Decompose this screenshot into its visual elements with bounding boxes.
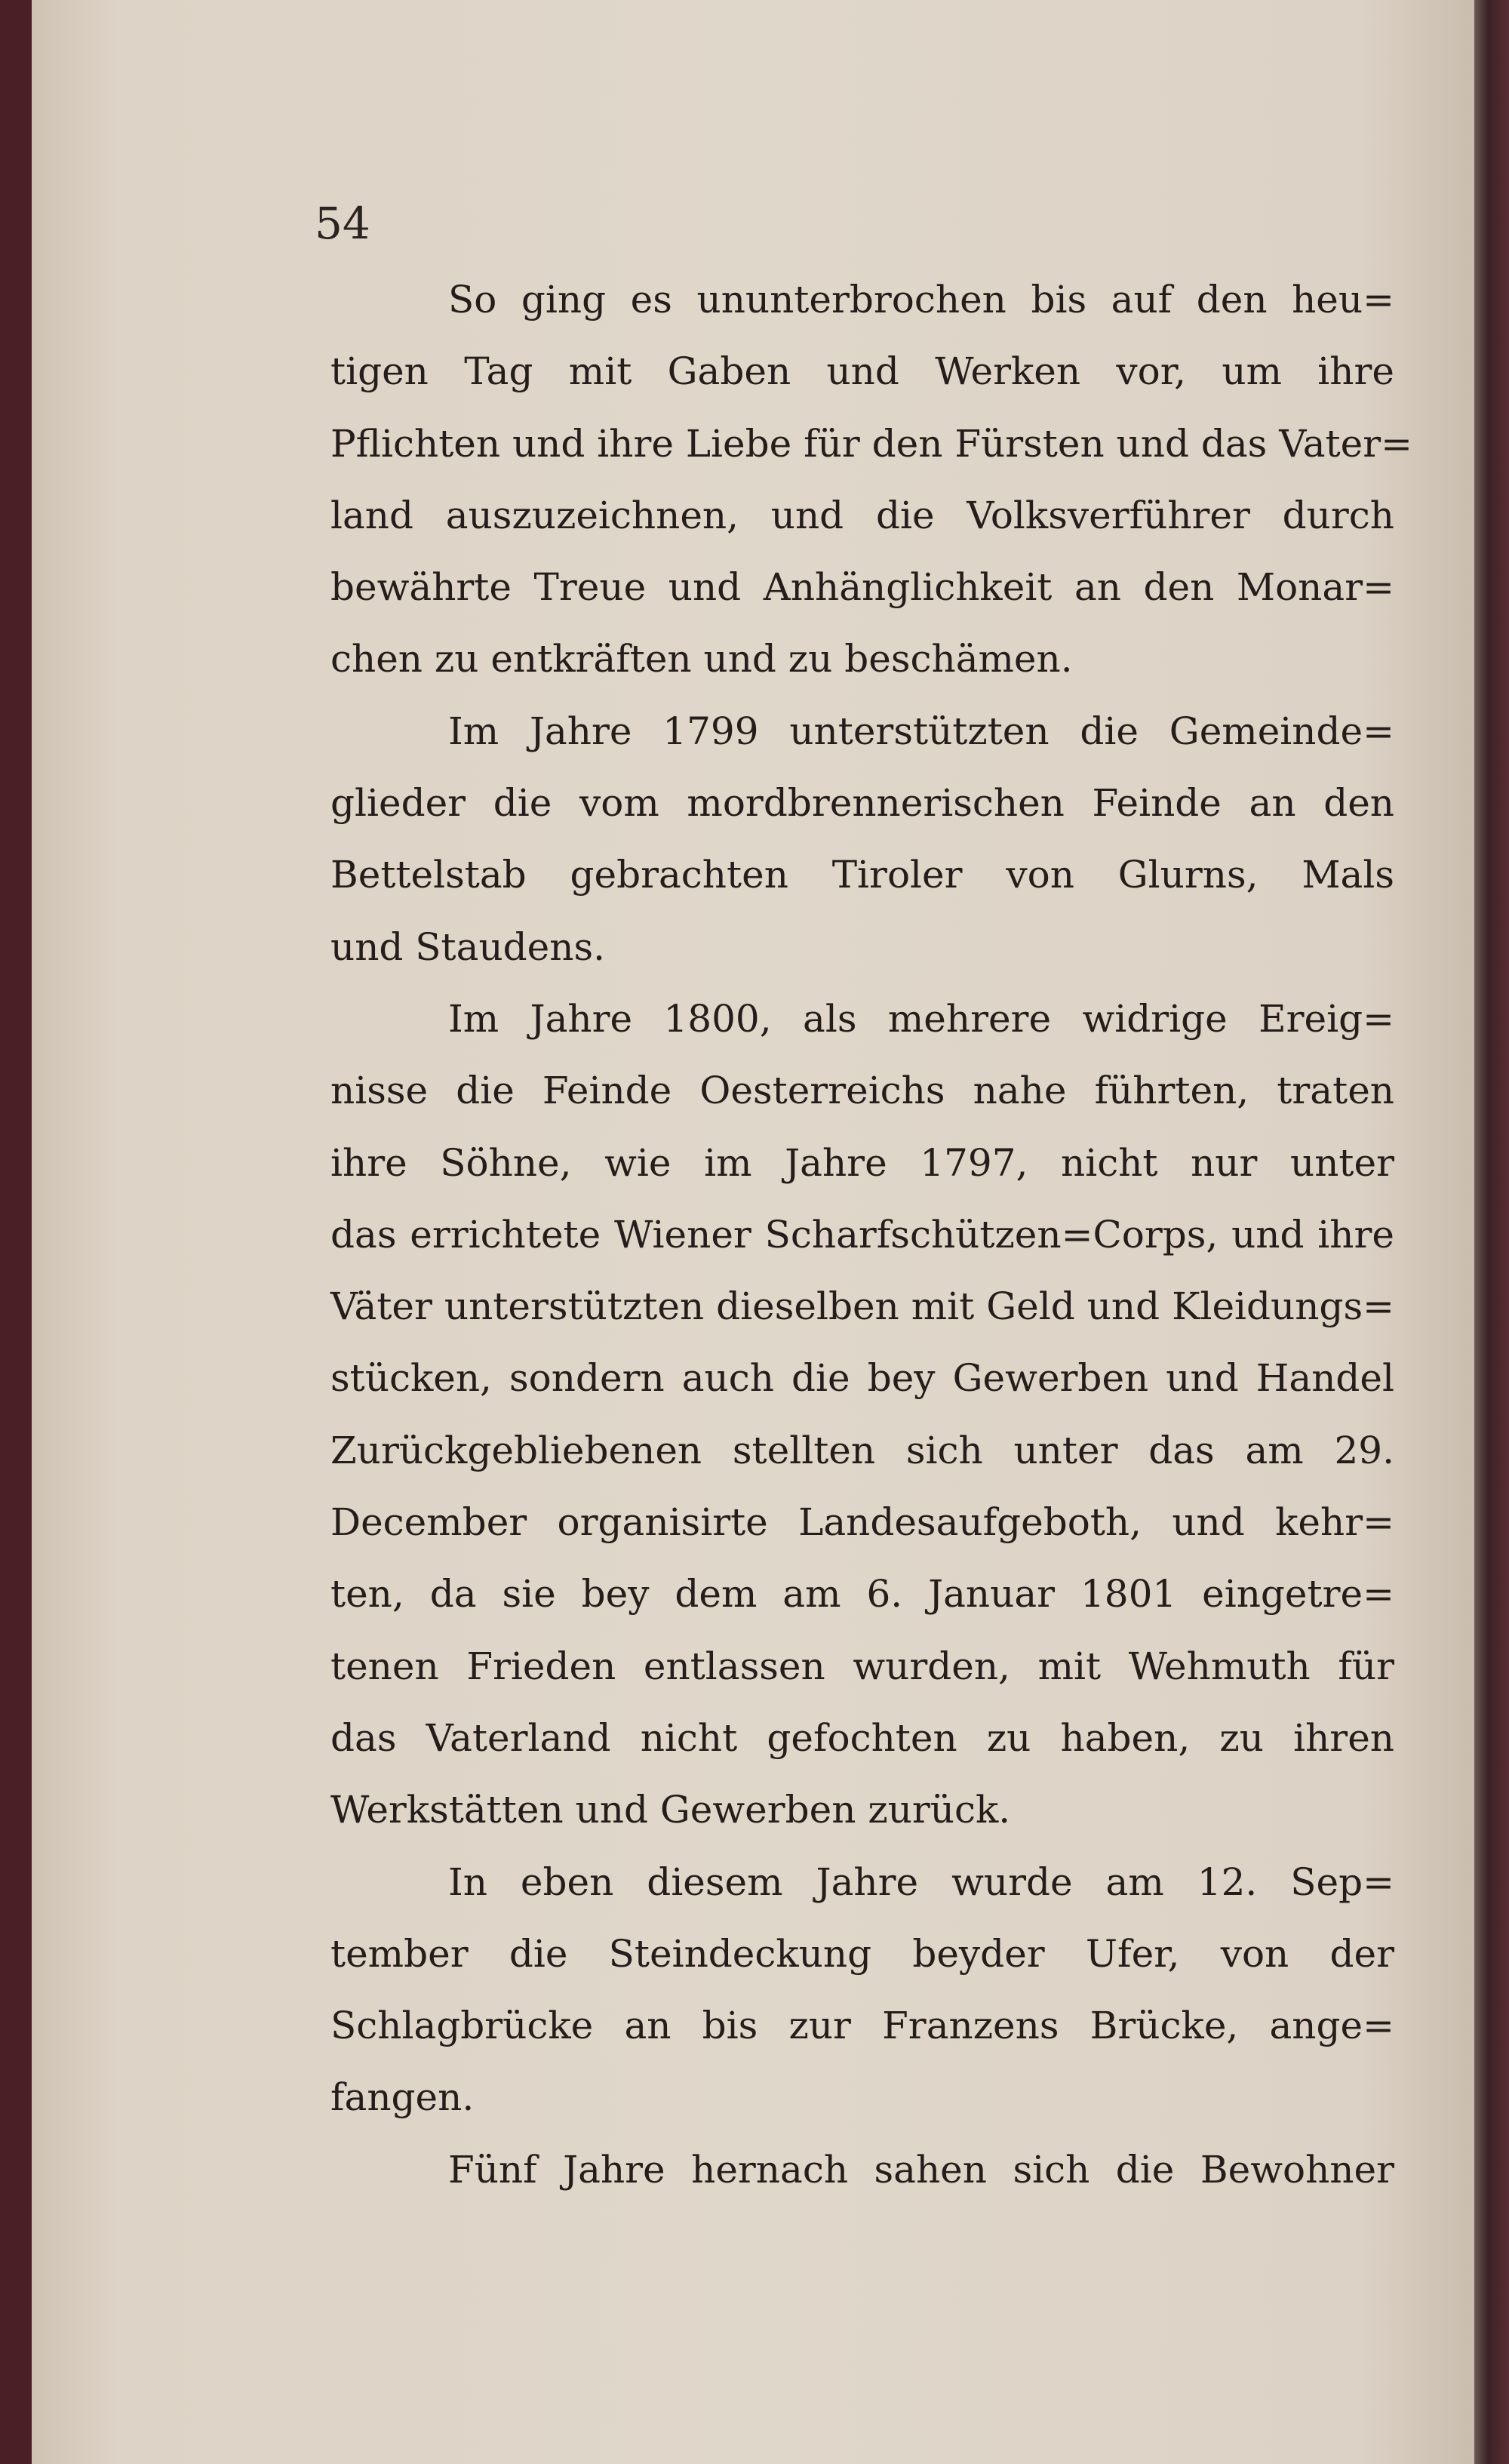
text-line: Bettelstab gebrachten Tiroler von Glurns, Mals	[330, 853, 1394, 897]
text-line: Zurückgebliebenen stellten sich unter das am 29.	[330, 1428, 1394, 1472]
text-line: December organisirte Landesaufgeboth, und kehr=	[330, 1500, 1394, 1545]
text-line: und Staudens.	[330, 924, 606, 969]
text-line: tenen Frieden entlassen wurden, mit Wehmuth für	[330, 1644, 1394, 1688]
page-number: 54	[315, 198, 370, 249]
text-line: Im Jahre 1799 unterstützten die Gemeinde=	[448, 709, 1394, 753]
text-line: ten, da sie bey dem am 6. Januar 1801 eingetre=	[330, 1572, 1394, 1617]
text-line: Pflichten und ihre Liebe für den Fürsten und das Vater=	[330, 421, 1413, 466]
text-line: bewährte Treue und Anhänglichkeit an den Monar=	[330, 565, 1394, 610]
body-text	[330, 264, 1413, 2206]
text-line: Schlagbrücke an bis zur Franzens Brücke, ange=	[330, 2004, 1394, 2048]
text-line: ihre Söhne, wie im Jahre 1797, nicht nur unter	[330, 1140, 1394, 1185]
text-line: das Vaterland nicht gefochten zu haben, zu ihren	[330, 1715, 1394, 1760]
text-line: land auszuzeichnen, und die Volksverführer durch	[330, 493, 1394, 537]
text-line: tember die Steindeckung beyder Ufer, von der	[330, 1931, 1394, 1976]
text-line: tigen Tag mit Gaben und Werken vor, um ihre	[330, 349, 1394, 394]
text-line: Werkstätten und Gewerben zurück.	[330, 1788, 1011, 1832]
text-line: Im Jahre 1800, als mehrere widrige Ereig=	[448, 996, 1394, 1041]
text-line: Väter unterstützten dieselben mit Geld und Kleidungs=	[330, 1284, 1394, 1329]
text-line: nisse die Feinde Oesterreichs nahe führten, traten	[330, 1069, 1394, 1113]
text-line: So ging es ununterbrochen bis auf den heu=	[448, 278, 1394, 321]
text-line: das errichtete Wiener Scharfschützen=Corps, und ihre	[330, 1212, 1394, 1257]
book-edge	[1474, 0, 1509, 2464]
text-line: In eben diesem Jahre wurde am 12. Sep=	[448, 1860, 1394, 1904]
text-line: glieder die vom mordbrennerischen Feinde an den	[330, 781, 1394, 826]
text-line: fangen.	[330, 2075, 475, 2120]
text-line: chen zu entkräften und zu beschämen.	[330, 637, 1073, 681]
text-line: stücken, sondern auch die bey Gewerben und Handel	[330, 1356, 1394, 1401]
text-line: Fünf Jahre hernach sahen sich die Bewohner	[448, 2147, 1394, 2192]
book-page	[32, 0, 1474, 2464]
